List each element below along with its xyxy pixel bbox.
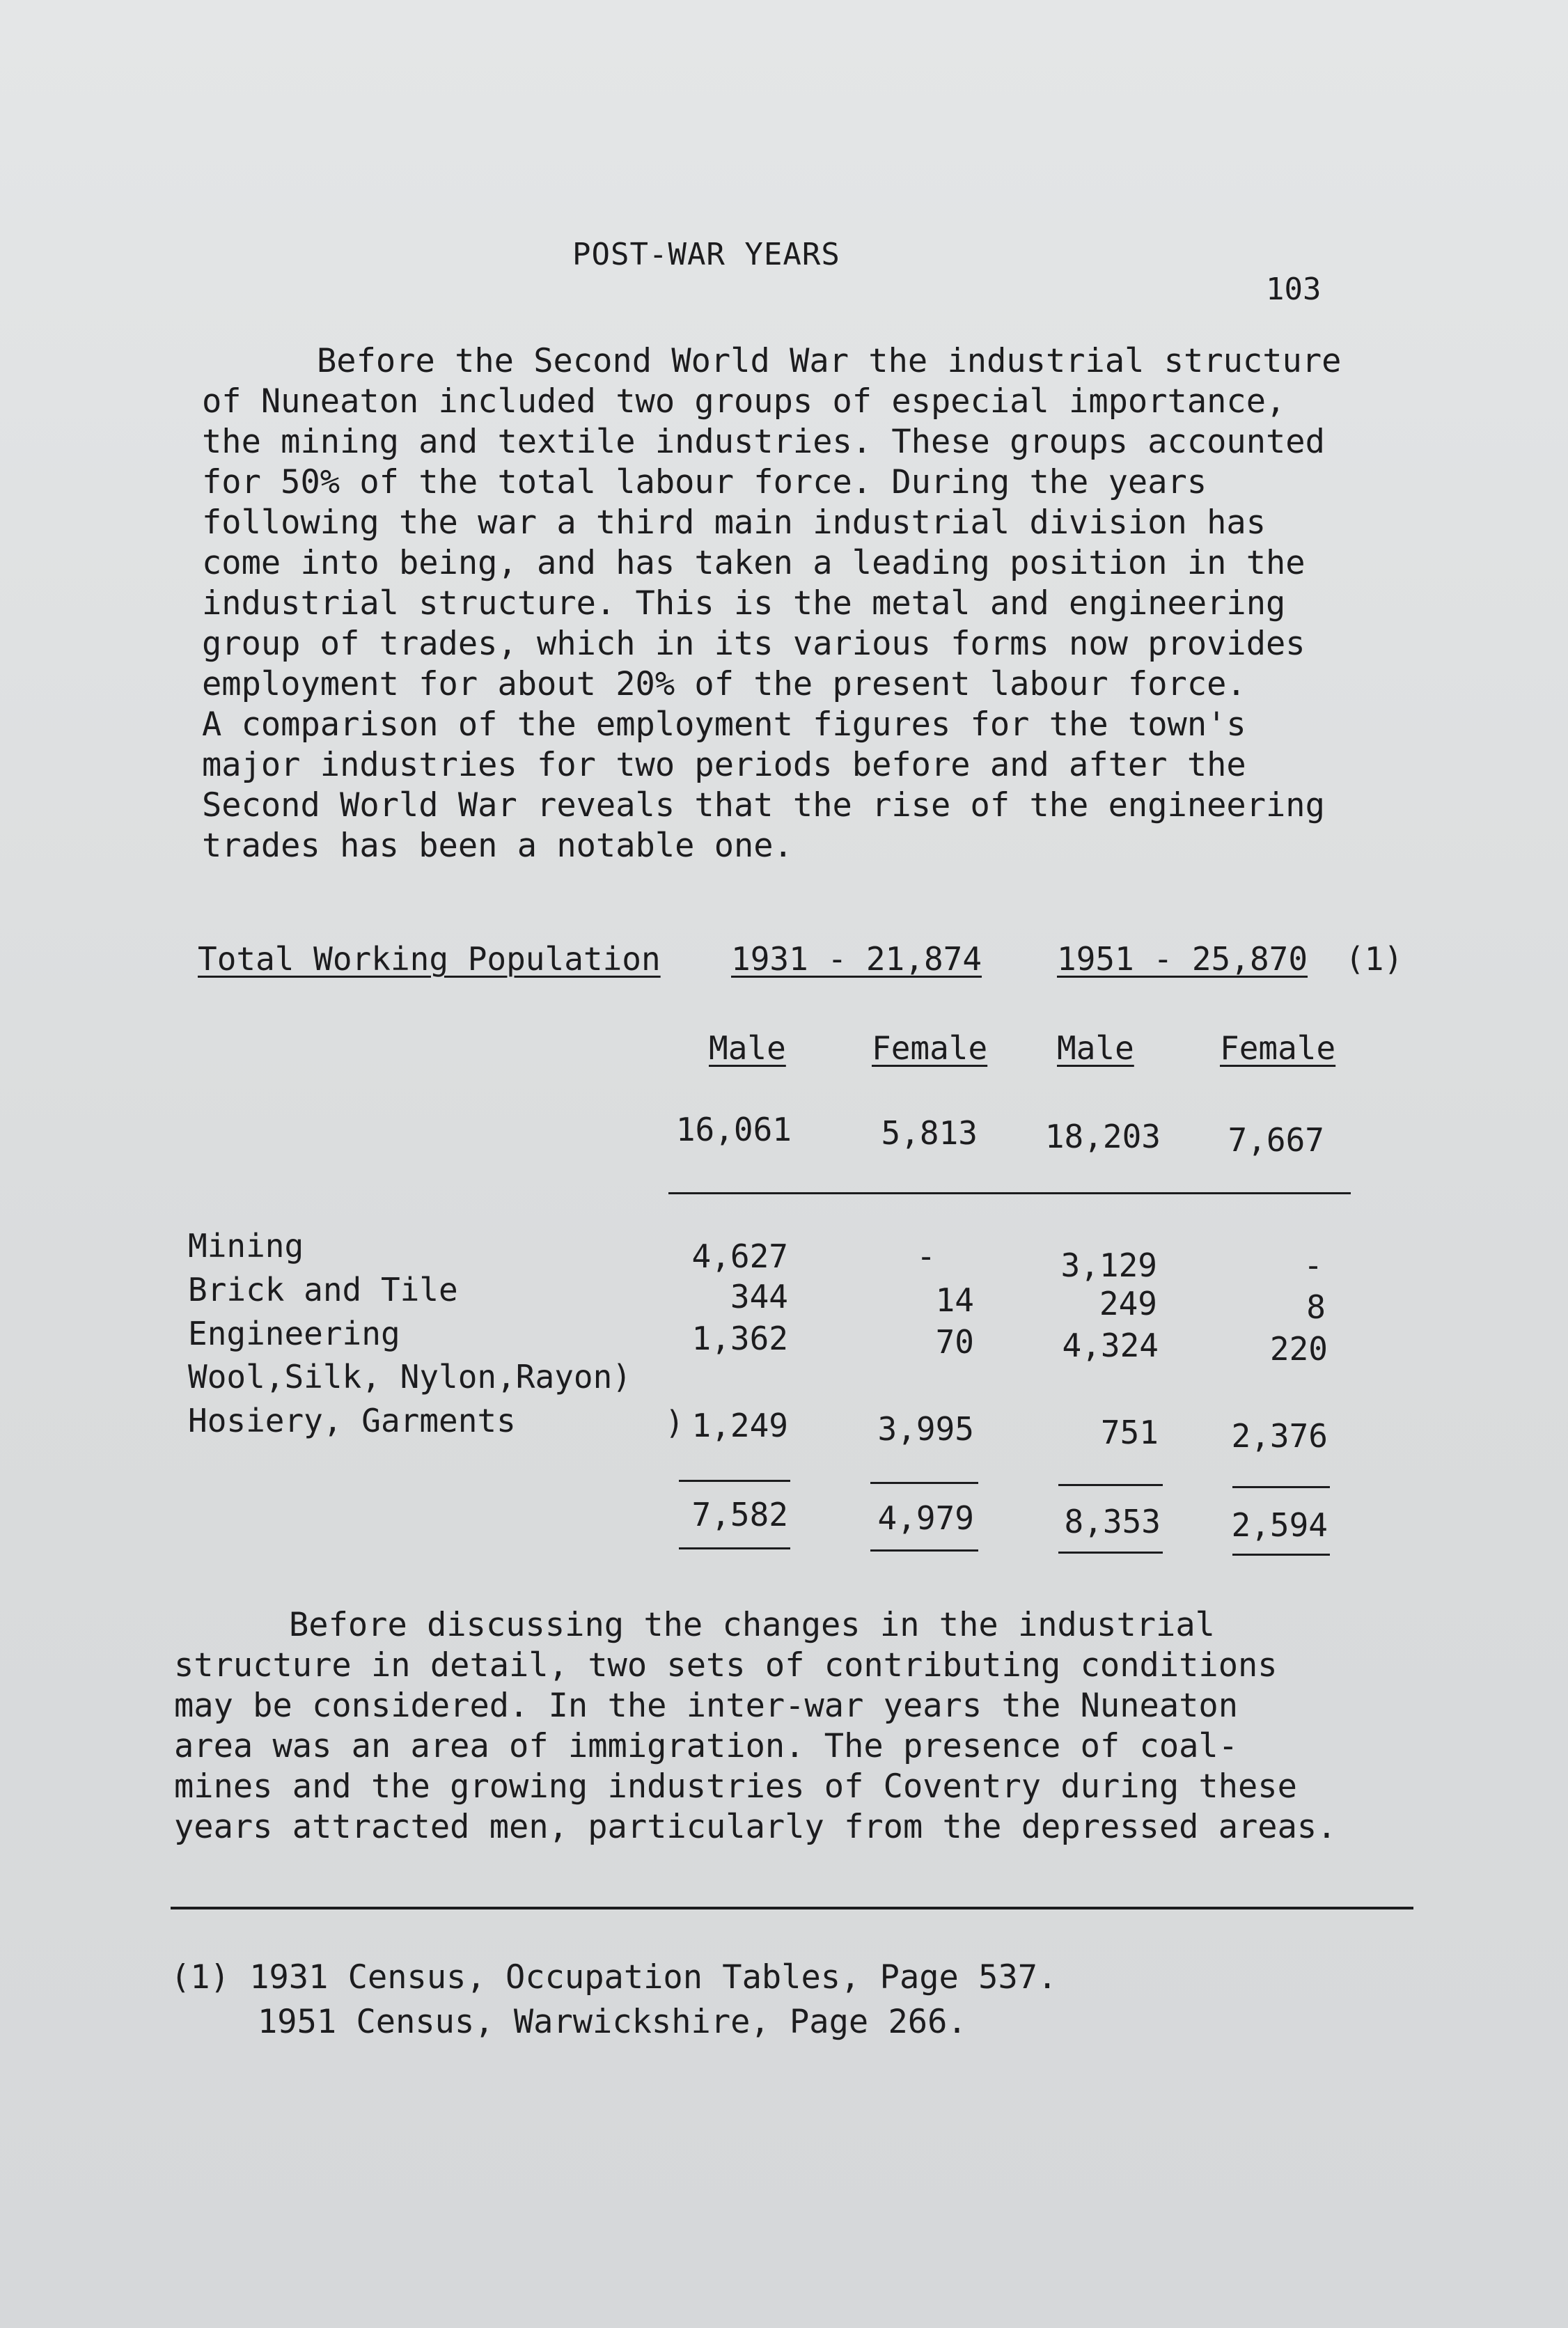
sum-male-1951: 8,353: [1064, 1503, 1161, 1540]
footnote-line-2: 1951 Census, Warwickshire, Page 266.: [258, 2003, 967, 2041]
column-header-female-1931: Female: [872, 1029, 988, 1067]
footnote-divider: [171, 1907, 1413, 1909]
table-cell: 220: [1269, 1330, 1328, 1368]
row-label-mining: Mining: [188, 1227, 304, 1265]
page-number: 103: [1266, 272, 1322, 307]
paragraph-line: Before the Second World War the industrial structure: [317, 342, 1342, 380]
paragraph-line: Before discussing the changes in the industrial: [289, 1606, 1215, 1644]
paragraph-line: Second World War reveals that the rise of the engineering: [202, 786, 1325, 825]
column-header-male-1931: Male: [709, 1029, 786, 1067]
sum-underline: [1058, 1552, 1163, 1554]
intro-paragraph: [202, 341, 1413, 866]
paragraph-line: employment for about 20% of the present labour force.: [202, 665, 1246, 703]
sum-rule: [1058, 1484, 1163, 1486]
footnote-line-1: [171, 1955, 1057, 2000]
body-paragraph: [174, 1605, 1427, 1847]
paragraph-line: come into being, and has taken a leading position in the: [202, 544, 1306, 582]
table-cell: -: [916, 1237, 936, 1275]
paragraph-line: for 50% of the total labour force. During the years: [202, 463, 1207, 501]
table-cell: -: [1303, 1247, 1323, 1284]
table-title: Total Working Population: [198, 940, 661, 978]
paragraph-line: A comparison of the employment figures for the town's: [202, 705, 1246, 744]
paragraph-line: trades has been a notable one.: [202, 827, 793, 865]
table-cell: 4,324: [1062, 1327, 1159, 1364]
total-male-1931: 16,061: [675, 1111, 792, 1148]
paragraph-line: may be considered. In the inter-war years the Nuneaton: [174, 1687, 1239, 1725]
paragraph-line: area was an area of immigration. The presence of coal-: [174, 1727, 1239, 1765]
table-cell: 751: [1100, 1414, 1159, 1451]
paragraph-line: group of trades, which in its various forms now provides: [202, 625, 1306, 663]
table-cell: 1,362: [691, 1320, 788, 1357]
table-title-1931: 1931 - 21,874: [731, 940, 982, 978]
paragraph-line: of Nuneaton included two groups of especial importance,: [202, 382, 1286, 421]
footnote-reference: (1): [1345, 940, 1404, 978]
sum-male-1931: 7,582: [691, 1496, 788, 1533]
footnote: [171, 1955, 1057, 2045]
paragraph-line: years attracted men, particularly from the depressed areas.: [174, 1808, 1337, 1846]
row-label-hosiery-garments: Hosiery, Garments: [188, 1402, 516, 1439]
paragraph-line: industrial structure. This is the metal and engineering: [202, 584, 1286, 623]
table-divider: [668, 1192, 1351, 1194]
table-cell: 344: [730, 1278, 788, 1315]
bracket: ): [665, 1404, 684, 1442]
sum-underline: [679, 1547, 790, 1549]
column-header-male-1951: Male: [1057, 1029, 1134, 1067]
column-header-female-1951: Female: [1220, 1029, 1336, 1067]
footnote-marker: (1): [171, 1958, 230, 1997]
table-cell: 70: [935, 1323, 974, 1361]
row-label-wool-silk-nylon-rayon: Wool,Silk, Nylon,Rayon): [188, 1358, 632, 1396]
table-cell: 8: [1306, 1288, 1326, 1326]
sum-female-1931: 4,979: [877, 1499, 974, 1537]
table-title-1951: 1951 - 25,870: [1057, 940, 1308, 978]
table-cell: 4,627: [691, 1237, 788, 1275]
paragraph-line: structure in detail, two sets of contributing conditions: [174, 1646, 1278, 1685]
table-cell: 249: [1099, 1285, 1157, 1322]
footnote-text: 1931 Census, Occupation Tables, Page 537.: [249, 1958, 1058, 1997]
sum-female-1951: 2,594: [1231, 1506, 1328, 1544]
table-cell: 1,249: [691, 1407, 788, 1444]
sum-rule: [679, 1480, 790, 1482]
total-male-1951: 18,203: [1044, 1118, 1161, 1155]
sum-rule: [1232, 1486, 1330, 1488]
running-head: POST-WAR YEARS: [572, 237, 840, 272]
sum-rule: [870, 1482, 978, 1484]
paragraph-line: following the war a third main industrial division has: [202, 503, 1267, 542]
paragraph-line: the mining and textile industries. These groups accounted: [202, 423, 1325, 461]
paragraph-line: major industries for two periods before and after the: [202, 746, 1246, 784]
row-label-engineering: Engineering: [188, 1315, 400, 1352]
table-cell: 2,376: [1231, 1417, 1328, 1455]
row-label-brick-and-tile: Brick and Tile: [188, 1271, 458, 1308]
total-female-1951: 7,667: [1228, 1121, 1324, 1159]
paragraph-line: mines and the growing industries of Coventry during these: [174, 1767, 1297, 1806]
sum-underline: [1232, 1554, 1330, 1556]
total-female-1931: 5,813: [881, 1114, 978, 1152]
table-cell: 3,129: [1060, 1247, 1157, 1284]
table-cell: 14: [935, 1281, 974, 1319]
table-cell: 3,995: [877, 1410, 974, 1448]
sum-underline: [870, 1549, 978, 1552]
